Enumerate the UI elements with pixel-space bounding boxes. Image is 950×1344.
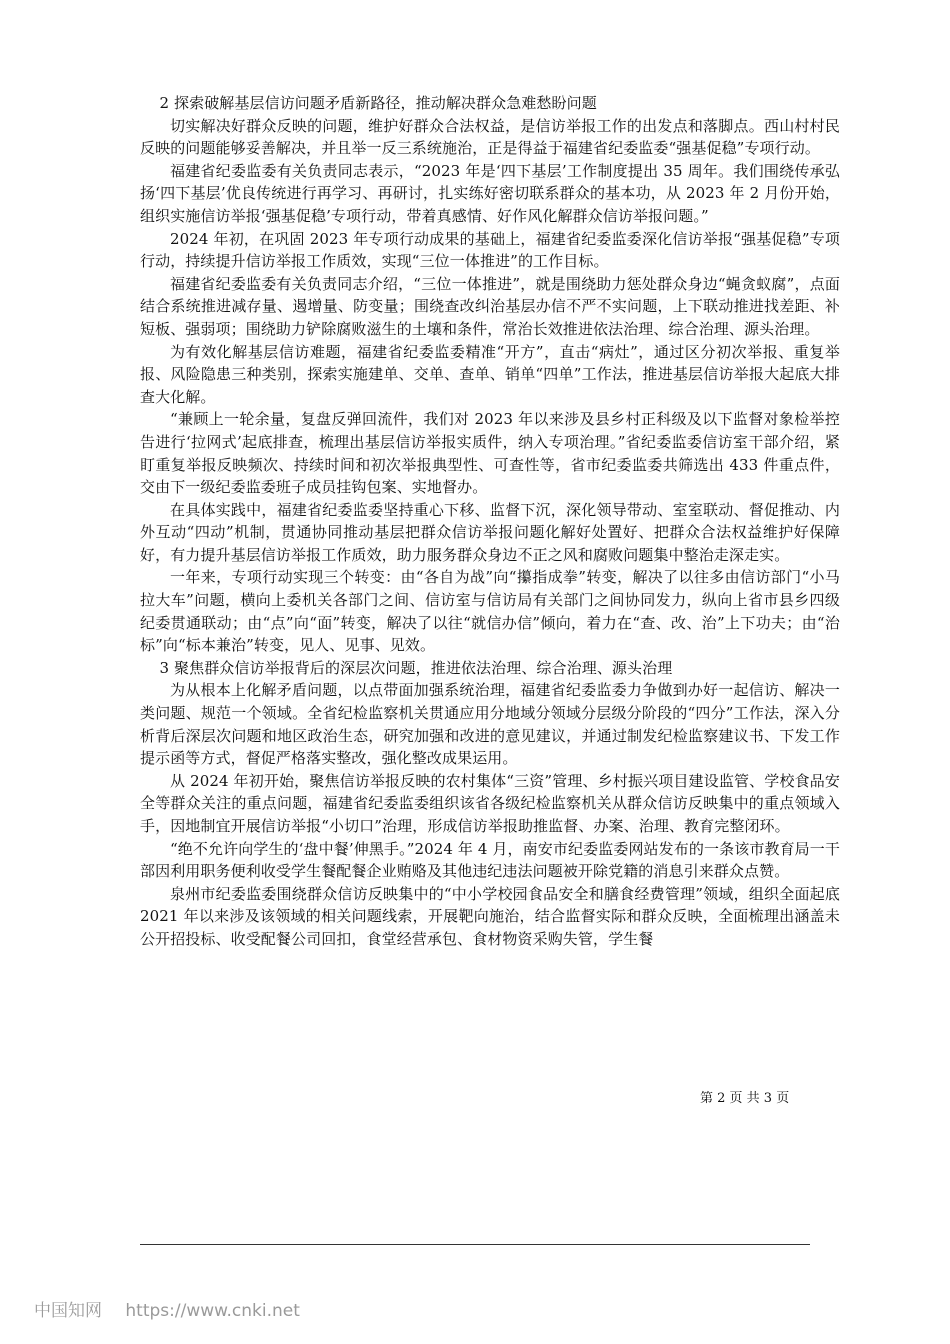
paragraph: 在具体实践中，福建省纪委监委坚持重心下移、监督下沉，深化领导带动、室室联动、督促推动、内外互动“四动”机制，贯通协同推动基层把群众信访举报问题化解好处置好、把群众合法权益维护好保障好，有力提升基层信访举报工作质效，助力服务群众身边不正之风和腐败问题集中整治走深走实。 (140, 500, 840, 564)
section-heading: 2 探索破解基层信访问题矛盾新路径，推动解决群众急难愁盼问题 (159, 94, 597, 112)
paragraph: “兼顾上一轮余量，复盘反弹回流件，我们对 2023 年以来涉及县乡村正科级及以下监督对象检举控告进行‘拉网式’起底排查，梳理出基层信访举报实质件，纳入专项治理。”省纪委监委信访室干部介绍，紧盯重复举报反映频次、持续时间和初次举报典型性、可查性等，省市纪委监委共筛选出 433 件重点件，交由下一级纪委监委班子成员挂钩包案、实地督办。 (140, 410, 840, 497)
page-number: 第 2 页 共 3 页 (700, 1091, 790, 1106)
watermark-url: https://www.cnki.net (125, 1301, 300, 1321)
paragraph: “绝不允许向学生的‘盘中餐’伸黑手。”2024 年 4 月，南安市纪委监委网站发布的一条该市教育局一干部因利用职务便利收受学生餐配餐企业贿赂及其他违纪违法问题被开除党籍的消息引来群众点赞。 (140, 839, 840, 881)
paragraph: 切实解决好群众反映的问题，维护好群众合法权益，是信访举报工作的出发点和落脚点。西山村村民反映的问题能够妥善解决，并且举一反三系统施治，正是得益于福建省纪委监委“强基促稳”专项行动。 (140, 116, 840, 158)
paragraph: 福建省纪委监委有关负责同志表示，“2023 年是‘四下基层’工作制度提出 35 周年。我们围绕传承弘扬‘四下基层’优良传统进行再学习、再研讨，扎实练好密切联系群众的基本功，从 2023 年 2 月份开始，组织实施信访举报‘强基促稳’专项行动，带着真感情、好作风化解群众信访举报问题。” (140, 161, 840, 225)
paragraph: 为从根本上化解矛盾问题，以点带面加强系统治理，福建省纪委监委力争做到办好一起信访、解决一类问题、规范一个领域。全省纪检监察机关贯通应用分地域分领域分层级分阶段的“四分”工作法，深入分析背后深层次问题和地区政治生态，研究加强和改进的意见建议，并通过制发纪检监察建议书、下发工作提示函等方式，督促严格落实整改，强化整改成果运用。 (140, 681, 840, 768)
paragraph: 泉州市纪委监委围绕群众信访反映集中的“中小学校园食品安全和膳食经费管理”领域，组织全面起底 2021 年以来涉及该领域的相关问题线索，开展靶向施治，结合监督实际和群众反映，全面梳理出涵盖未公开招投标、收受配餐公司回扣，食堂经营承包、食材物资采购失管，学生餐 (140, 884, 840, 948)
cnki-watermark (34, 1296, 318, 1321)
section-heading: 3 聚焦群众信访举报背后的深层次问题，推进依法治理、综合治理、源头治理 (159, 658, 673, 677)
paragraph: 从 2024 年初开始，聚焦信访举报反映的农村集体“三资”管理、乡村振兴项目建设监管、学校食品安全等群众关注的重点问题，福建省纪委监委组织该省各级纪检监察机关从群众信访反映集中的重点领域入手，因地制宜开展信访举报“小切口”治理，形成信访举报助推监督、办案、治理、教育完整闭环。 (140, 771, 840, 835)
paragraph: 福建省纪委监委有关负责同志介绍，“三位一体推进”，就是围绕助力惩处群众身边“蝇贪蚁腐”，点面结合系统推进减存量、遏增量、防变量；围绕查改纠治基层办信不严不实问题，上下联动推进找差距、补短板、强弱项；围绕助力铲除腐败滋生的土壤和条件，常治长效推进依法治理、综合治理、源头治理。 (140, 274, 840, 338)
watermark-brand: 中国知网 (34, 1301, 102, 1321)
paragraph: 一年来，专项行动实现三个转变：由“各自为战”向“攥指成拳”转变，解决了以往多由信访部门“小马拉大车”问题，横向上委机关各部门之间、信访室与信访局有关部门之间协同发力，纵向上省市县乡四级纪委贯通联动；由“点”向“面”转变，解决了以往“就信办信”倾向，着力在“查、改、治”上下功夫；由“治标”向“标本兼治”转变，见人、见事、见效。 (140, 568, 840, 655)
paragraph: 2024 年初，在巩固 2023 年专项行动成果的基础上，福建省纪委监委深化信访举报“强基促稳”专项行动，持续提升信访举报工作质效，实现“三位一体推进”的工作目标。 (140, 229, 840, 271)
paragraph: 为有效化解基层信访难题，福建省纪委监委精准“开方”，直击“病灶”，通过区分初次举报、重复举报、风险隐患三种类别，探索实施建单、交单、查单、销单“四单”工作法，推进基层信访举报大起底大排查大化解。 (140, 342, 840, 406)
footer-divider (140, 1244, 810, 1245)
document-body (140, 92, 840, 951)
